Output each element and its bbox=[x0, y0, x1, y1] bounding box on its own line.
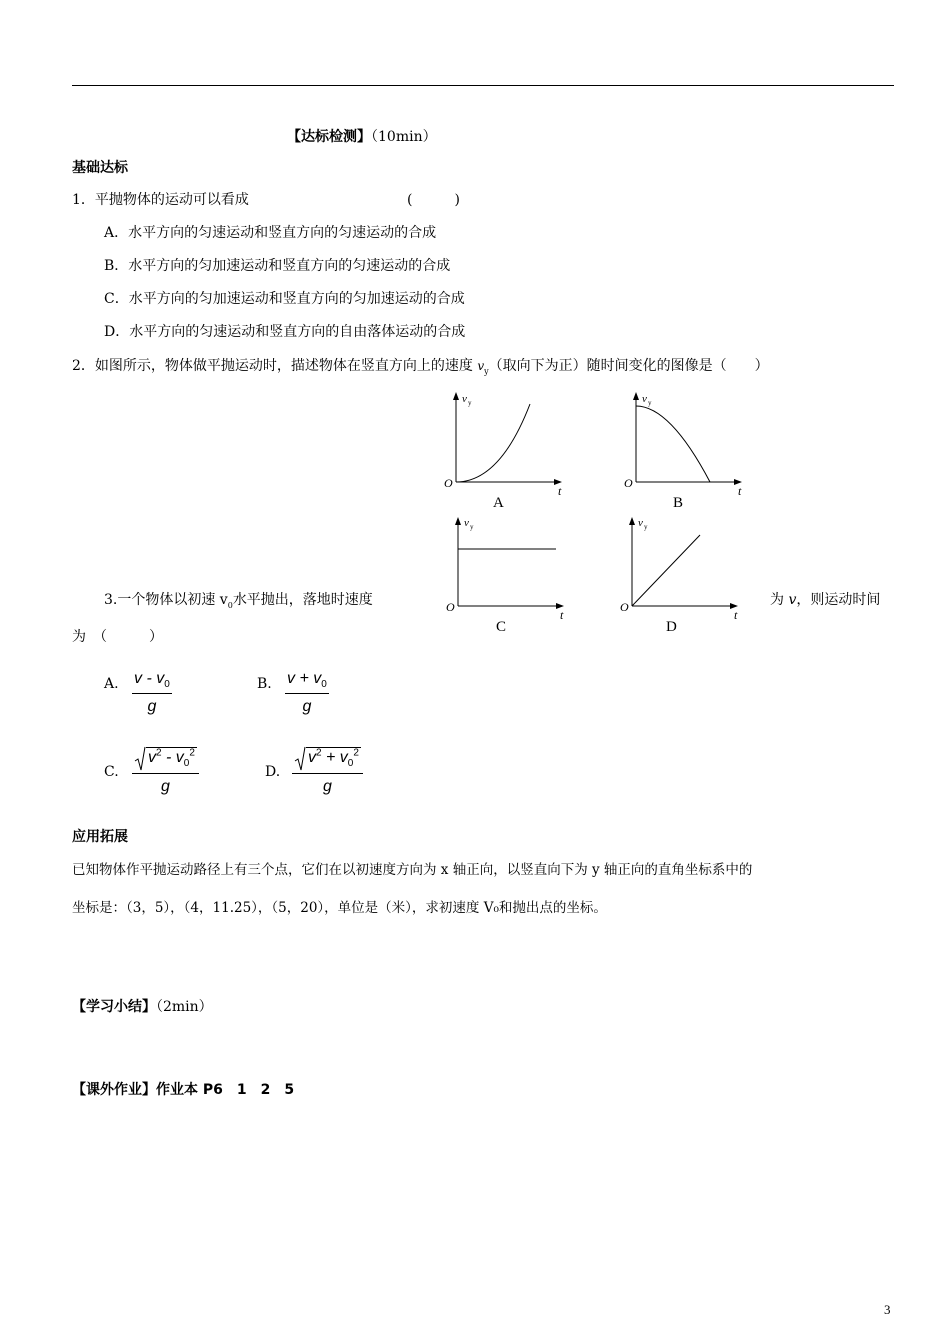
section-test-bracket: 【达标检测】 bbox=[287, 129, 371, 145]
graph-a-y-sub: y bbox=[468, 399, 472, 407]
homework-title: 【课外作业】作业本 P6 1 2 5 bbox=[72, 1082, 295, 1098]
graph-b-y-sub: y bbox=[648, 399, 652, 407]
q3-option-a-label: A. bbox=[104, 676, 119, 692]
graph-c bbox=[442, 513, 572, 638]
graph-a bbox=[440, 390, 570, 510]
q2-stem: 2．如图所示，物体做平抛运动时，描述物体在竖直方向上的速度 $v_y$（取向下为正）随时间变化的图像是（ ） bbox=[72, 358, 769, 376]
graph-d-label: D bbox=[666, 619, 677, 635]
sqrt-symbol: $v^2 - v_0^2$ bbox=[134, 748, 197, 770]
section-test-time: （10min） bbox=[371, 129, 437, 145]
q3-line2: 为 （ ） bbox=[72, 629, 163, 645]
applied-line1: 已知物体作平抛运动路径上有三个点，它们在以初速度方向为 x 轴正向，以竖直向下为 y 轴正向的直角坐标系中的 bbox=[72, 862, 753, 878]
page-number: 3 bbox=[884, 1302, 891, 1317]
graph-a-label: A bbox=[493, 495, 504, 511]
q3-stem: 3.一个物体以初速 $v_0$水平抛出，落地时速度 bbox=[104, 592, 373, 610]
graph-a-y-label: v bbox=[462, 393, 467, 405]
graph-d-x-label: t bbox=[734, 608, 738, 622]
graph-b-x-label: t bbox=[738, 484, 742, 498]
graph-c-y-sub: y bbox=[470, 523, 474, 531]
graph-a-x-label: t bbox=[558, 484, 562, 498]
q3-option-a-fraction: $\frac{v - v_0}{g}$ bbox=[134, 670, 170, 716]
graph-b bbox=[620, 390, 750, 510]
q3-option-b-fraction: $\frac{v + v_0}{g}$ bbox=[287, 670, 327, 716]
applied-heading: 应用拓展 bbox=[72, 829, 128, 845]
section-test-title bbox=[287, 126, 437, 146]
q1-option-b: B．水平方向的匀加速运动和竖直方向的匀速运动的合成 bbox=[104, 258, 451, 274]
basic-heading: 基础达标 bbox=[72, 160, 128, 176]
graph-a-origin: O bbox=[444, 476, 453, 490]
q1-option-c: C．水平方向的匀加速运动和竖直方向的匀加速运动的合成 bbox=[104, 291, 465, 307]
q3-option-b-label: B. bbox=[257, 676, 272, 692]
graph-d-y-label: v bbox=[638, 517, 643, 529]
graph-c-label: C bbox=[496, 619, 507, 635]
header-rule bbox=[72, 85, 894, 86]
q3-option-d-fraction: $\frac{v^2 + v_0^2}{g}$ bbox=[292, 748, 363, 796]
q3-option-d-label: D. bbox=[265, 764, 281, 780]
q3-stem-right: 为 v，则运动时间 bbox=[770, 592, 881, 608]
graph-c-x-label: t bbox=[560, 608, 564, 622]
summary-title: 【学习小结】（2min） bbox=[72, 999, 213, 1015]
graph-d bbox=[616, 513, 746, 638]
q3-option-c-label: C. bbox=[104, 764, 119, 780]
graph-d-y-sub: y bbox=[644, 523, 648, 531]
graph-b-label: B bbox=[673, 495, 684, 511]
graph-d-origin: O bbox=[620, 600, 629, 614]
applied-line2: 坐标是：（3，5），（4，11.25），（5，20），单位是（米），求初速度 V₀和抛出点的坐标。 bbox=[72, 900, 607, 916]
q1-stem: 1．平抛物体的运动可以看成 bbox=[72, 192, 249, 208]
q3-option-c-fraction: $\frac{v^2 - v_0^2}{g}$ bbox=[132, 748, 199, 796]
q1-option-d: D．水平方向的匀速运动和竖直方向的自由落体运动的合成 bbox=[104, 324, 466, 340]
graph-b-y-label: v bbox=[642, 393, 647, 405]
q1-option-a: A．水平方向的匀速运动和竖直方向的匀速运动的合成 bbox=[104, 225, 437, 241]
graph-c-y-label: v bbox=[464, 517, 469, 529]
sqrt-symbol: $v^2 + v_0^2$ bbox=[294, 748, 361, 770]
q1-answer-paren: ( ) bbox=[407, 192, 460, 208]
graph-b-origin: O bbox=[624, 476, 633, 490]
graph-c-origin: O bbox=[446, 600, 455, 614]
